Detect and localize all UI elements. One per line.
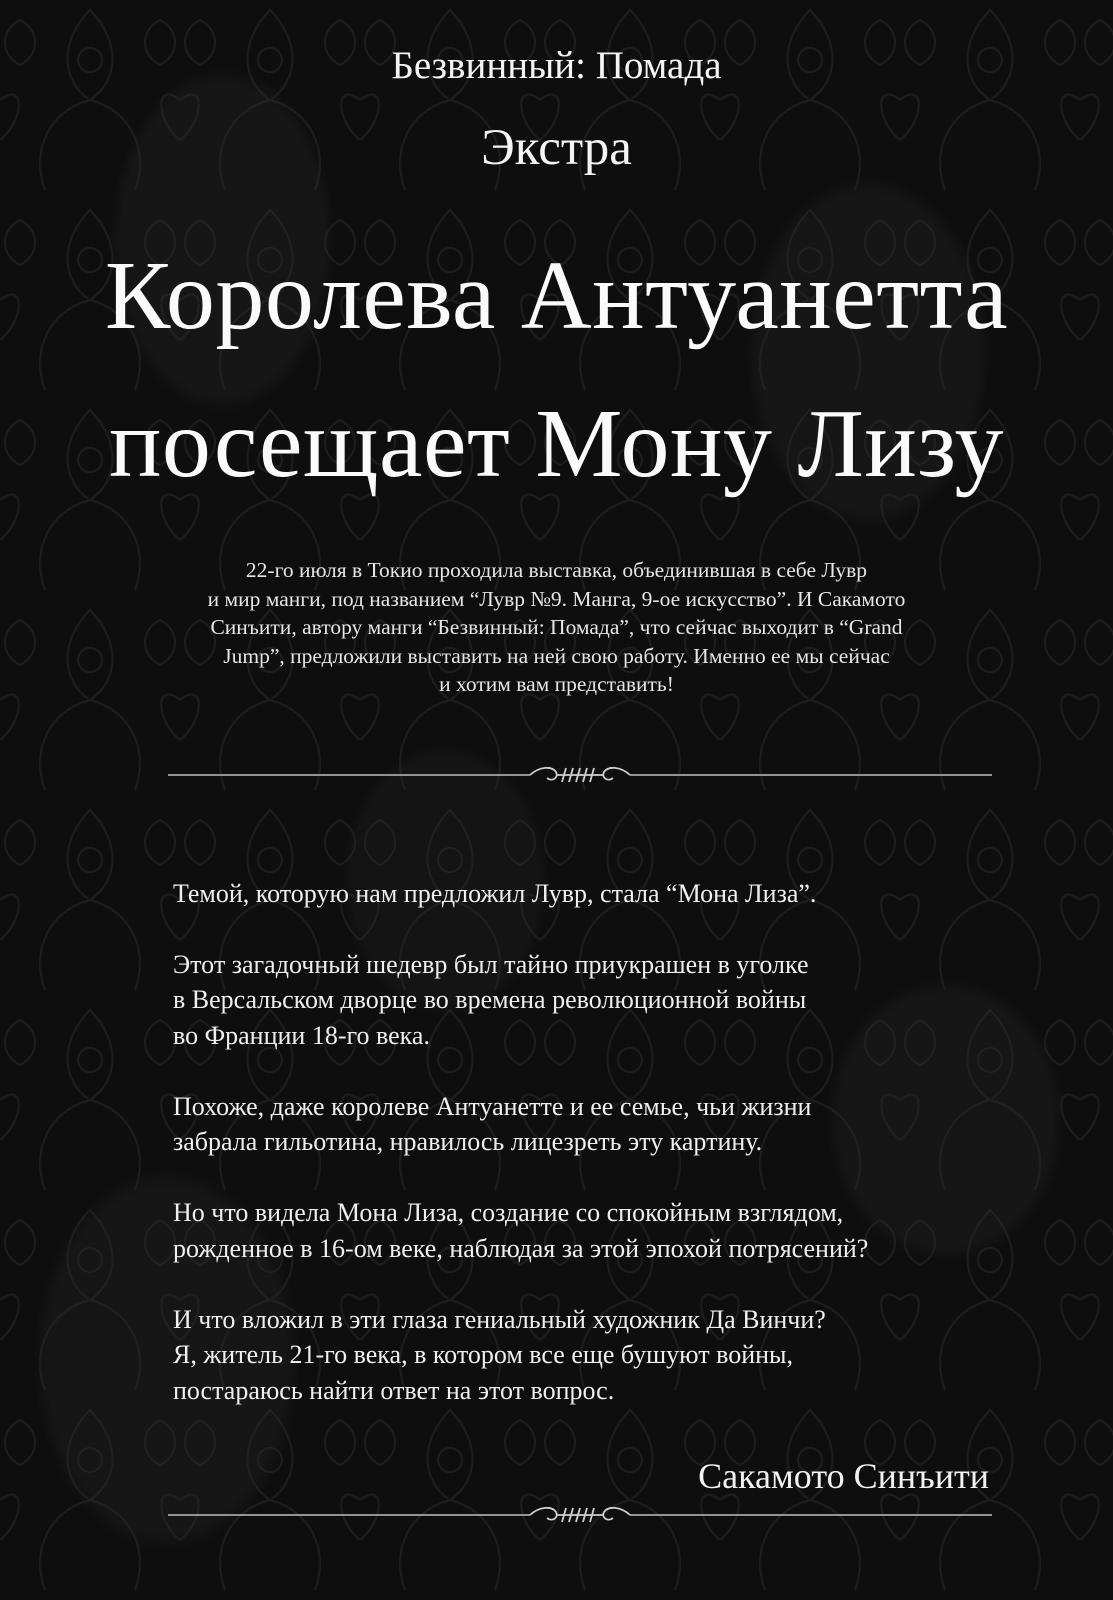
body-line: Этот загадочный шедевр был тайно приукрашен в уголке — [173, 949, 809, 979]
intro-line: и мир манги, под названием “Лувр №9. Манга, 9-ое искусство”. И Сакамото — [207, 586, 906, 611]
intro-line: Jump”, предложили выставить на ней свою работу. Именно ее мы сейчас — [223, 643, 890, 668]
article-body — [173, 840, 993, 1444]
article-title — [0, 222, 1113, 518]
intro-line: 22-го июля в Токио проходила выставка, объединившая в себе Лувр — [245, 558, 868, 582]
author-signature: Сакамото Синъити — [698, 1456, 989, 1496]
body-line: рожденное в 16-ом веке, наблюдая за этой эпохой потрясений? — [173, 1233, 869, 1263]
body-line: постараюсь найти ответ на этот вопрос. — [173, 1375, 615, 1405]
intro-line: и хотим вам представить! — [439, 672, 674, 697]
body-line: Но что видела Мона Лиза, создание со спокойным взглядом, — [173, 1198, 844, 1227]
title-line: посещает Мону Лизу — [108, 390, 1005, 498]
extra-label: Экстра — [481, 120, 632, 176]
body-line: забрала гильотина, нравилось лицезреть эту картину. — [173, 1127, 763, 1156]
body-line: И что вложил в эти глаза гениальный художник Да Винчи? — [173, 1304, 826, 1334]
series-name: Безвинный: Помада — [391, 44, 722, 87]
body-line: Темой, которую нам предложил Лувр, стала “Мона Лиза”. — [173, 878, 817, 908]
body-line: Я, житель 21-го века, в котором все еще бушуют войны, — [173, 1340, 794, 1369]
title-line: Королева Антуанетта — [104, 242, 1009, 350]
body-line: в Версальском дворце во времена революционной войны — [173, 985, 807, 1014]
body-line: Похоже, даже королеве Антуанетте и ее семье, чьи жизни — [173, 1091, 812, 1121]
body-line: во Франции 18-го века. — [173, 1020, 430, 1050]
intro-paragraph — [170, 556, 943, 699]
ornamental-divider-top — [168, 760, 992, 790]
intro-line: Синъити, автору манги “Безвинный: Помада”, что сейчас выходит в “Grand — [210, 615, 903, 640]
ornamental-divider-bottom — [168, 1500, 992, 1530]
